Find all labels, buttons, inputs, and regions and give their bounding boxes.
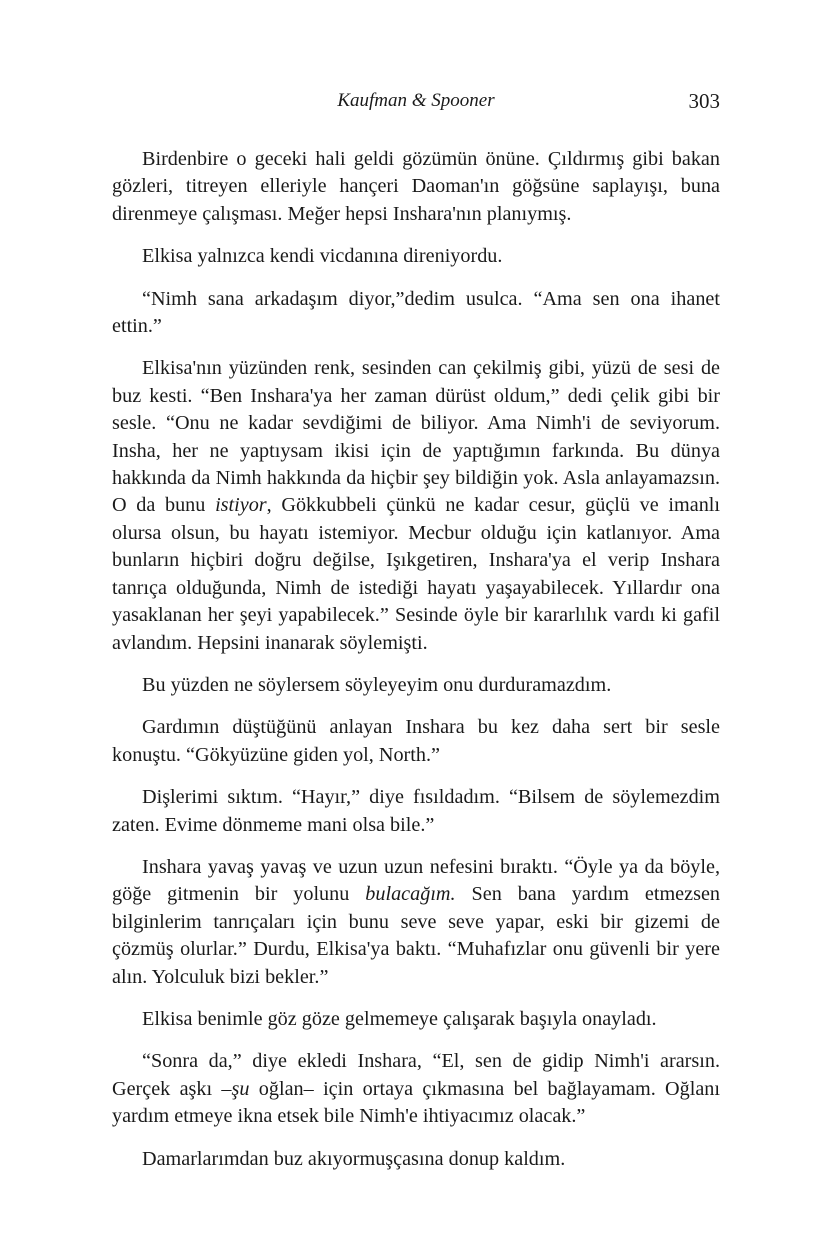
paragraph-text: , Gökkubbeli çünkü ne kadar cesur, güçlü ve imanlı olursa olsun, bu hayatı istemiyor. Mecbur olduğu için katlanıyor. Ama bunların hiçbiri doğru değilse, Işıkgetiren, Inshara'ya el verip Inshara tanrıça olduğunda, Nimh de istediği hayatı yaşayabilecek. Yıllardır ona yasaklanan her şeyi yapabilecek.” Sesinde öyle bir kararlılık vardı ki gafil avlandım. Hepsini inanarak söylemişti. [112, 494, 721, 654]
paragraph [112, 243, 720, 270]
paragraph [112, 1146, 720, 1173]
paragraph-text: Gardımın düştüğünü anlayan Inshara bu kez daha sert bir sesle konuştu. “Gökyüzüne giden yol, North.” [112, 716, 720, 766]
paragraph [112, 1048, 720, 1130]
emphasis-text: bulacağım. [365, 883, 456, 906]
paragraph [112, 672, 720, 699]
paragraph [112, 286, 720, 341]
paragraph [112, 355, 720, 656]
paragraph [112, 146, 720, 228]
paragraph-text: Bu yüzden ne söylersem söyleyeyim onu durduramazdım. [142, 673, 612, 696]
emphasis-text: istiyor [215, 494, 267, 517]
paragraph-text: oğlan– için ortaya çıkmasına bel bağlayamam. Oğlanı yardım etmeye ikna etsek bile Nimh'e ihtiyacımız olacak.” [112, 1077, 720, 1128]
running-title: Kaufman & Spooner [337, 90, 495, 111]
paragraph-text: Sen bana yardım etmezsen bilginlerim tanrıçaları için bunu seve seve yapar, eski bir gizemi de çözmüş olurlar.” Durdu, Elkisa'ya baktı. “Muhafızlar onu güvenli bir yere alın. Yolculuk bizi bekler.” [112, 883, 720, 988]
paragraph-text: Damarlarımdan buz akıyormuşçasına donup kaldım. [142, 1147, 566, 1170]
paragraph [112, 714, 720, 769]
paragraph-text: Birdenbire o geceki hali geldi gözümün önüne. Çıldırmış gibi bakan gözleri, titreyen elleriyle hançeri Daoman'ın göğsüne saplayışı, buna direnmeye çalışması. Meğer hepsi Inshara'nın planıymış. [112, 148, 720, 225]
paragraph-text: “Sonra da,” diye ekledi Inshara, “El, sen de gidip Nimh'i ararsın. Gerçek aşkı – [112, 1050, 720, 1100]
paragraph [112, 1006, 720, 1033]
paragraph-text: Elkisa yalnızca kendi vicdanına direniyordu. [142, 245, 503, 268]
page-number: 303 [688, 89, 720, 113]
paragraph-text: Elkisa'nın yüzünden renk, sesinden can çekilmiş gibi, yüzü de sesi de buz kesti. “Ben Inshara'ya her zaman dürüst oldum,” dedi çelik gibi bir sesle. “Onu ne kadar sevdiğimi de biliyor. Ama Nimh'i de seviyorum. Insha, her ne yaptıysam ikisi için de yaptığımın farkında. Bu dünya hakkında da Nimh hakkında da hiçbir şey bildiğin yok. Asla anlayamazsın. O da bunu [112, 357, 720, 517]
emphasis-text: şu [231, 1077, 250, 1100]
paragraph-text: Elkisa benimle göz göze gelmemeye çalışarak başıyla onayladı. [142, 1007, 657, 1030]
body-text [112, 146, 720, 1188]
paragraph-text: Dişlerimi sıktım. “Hayır,” diye fısıldadım. “Bilsem de söylemezdim zaten. Evime dönmeme mani olsa bile.” [112, 786, 720, 836]
paragraph-text: Inshara yavaş yavaş ve uzun uzun nefesini bıraktı. “Öyle ya da böyle, göğe gitmenin bir yolunu [112, 855, 720, 906]
running-header [112, 86, 720, 116]
paragraph [112, 854, 720, 991]
paragraph-text: “Nimh sana arkadaşım diyor,”dedim usulca. “Ama sen ona ihanet ettin.” [112, 287, 720, 338]
paragraph [112, 784, 720, 839]
